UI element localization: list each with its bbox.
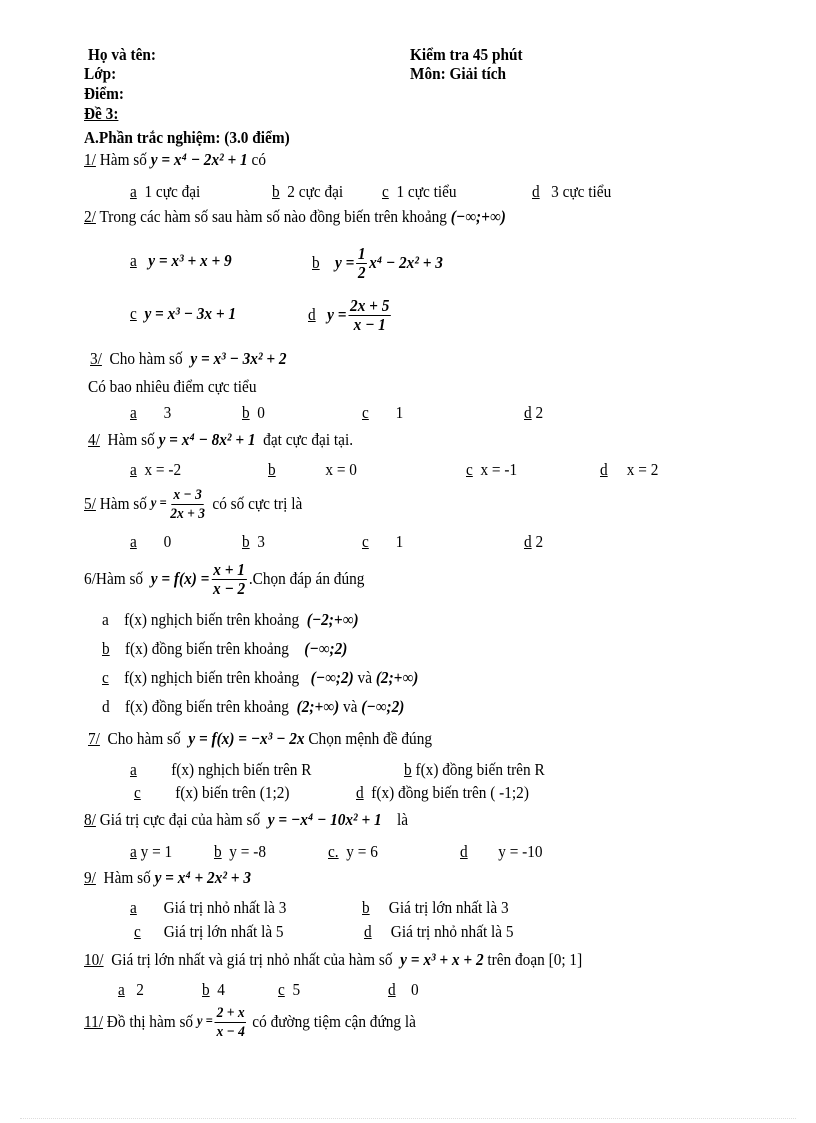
q7-option-c: c f(x) biến trên (1;2) [134,783,290,802]
question-1: 1/ Hàm số y = x⁴ − 2x² + 1 có [84,150,266,169]
q9-option-b: b Giá trị lớn nhất là 3 [362,898,509,917]
q8-option-a: a y = 1 [130,842,173,861]
q2-option-d: d y = $\frac{2x + 5}{x - 1}$ [308,295,390,334]
q6-option-c: c f(x) nghịch biến trên khoảng (−∞;2) và (2;+∞) [102,668,419,687]
q7-option-d: d f(x) đồng biến trên ( -1;2) [356,783,529,802]
question-6: 6/ Hàm số y = f(x) = $\frac{x + 1}{x - 2}$ .Chọn đáp án đúng [84,559,365,598]
section-a-title: A.Phần trắc nghiệm: (3.0 điểm) [84,128,290,147]
q5-option-c: c 1 [362,532,404,551]
q2-option-c: c y = x³ − 3x + 1 [130,304,237,323]
q8-option-c: c. y = 6 [328,842,378,861]
question-3-line2: Có bao nhiêu điểm cực tiểu [88,377,257,396]
question-9: 9/ Hàm số y = x⁴ + 2x² + 3 [84,868,251,887]
q9-option-d: d Giá trị nhỏ nhất là 5 [364,922,514,941]
q1-option-a: a 1 cực đại [130,182,201,201]
q1-option-b: b 2 cực đại [272,182,344,201]
subject-label: Môn: Giải tích [410,64,507,83]
q3-option-a: a 3 [130,403,172,422]
q5-option-d: d 2 [524,532,544,551]
q7-option-b: b f(x) đồng biến trên R [404,760,545,779]
q4-option-a: a x = -2 [130,460,182,479]
question-11: 11/ Đồ thị hàm số y = $\frac{2 + x}{x - 4}$ có đường tiệm cận đứng là [84,1004,416,1040]
q2-option-a: a y = x³ + x + 9 [130,251,232,270]
q10-option-a: a 2 [118,980,144,999]
q8-option-b: b y = -8 [214,842,266,861]
q1-option-d: d 3 cực tiểu [532,182,612,201]
q8-option-d: d y = -10 [460,842,543,861]
question-3: 3/ Cho hàm số y = x³ − 3x² + 2 [90,349,287,368]
question-5: 5/ Hàm số y = $\frac{x - 3}{2x + 3}$ có số cực trị là [84,486,303,522]
score-label: Điểm: [84,84,124,103]
question-7: 7/ Cho hàm số y = f(x) = −x³ − 2x Chọn mệnh đề đúng [88,729,433,748]
q6-option-d: d f(x) đồng biến trên khoảng (2;+∞) và (−∞;2) [102,697,405,716]
q4-option-c: c x = -1 [466,460,518,479]
q3-option-c: c 1 [362,403,404,422]
question-10: 10/ Giá trị lớn nhất và giá trị nhỏ nhất của hàm số y = x³ + x + 2 trên đoạn [0; 1] [84,950,583,969]
q3-option-d: d 2 [524,403,544,422]
q6-option-b: b f(x) đồng biến trên khoảng (−∞;2) [102,639,348,658]
exam-title: Kiểm tra 45 phút [410,45,523,64]
q10-option-b: b 4 [202,980,225,999]
q7-option-a: a f(x) nghịch biến trên R [130,760,312,779]
q2-option-b: b y = $\frac{1}{2}$ x⁴ − 2x² + 3 [312,243,443,282]
name-label: Họ và tên: [88,45,156,64]
q6-option-a: a f(x) nghịch biến trên khoảng (−2;+∞) [102,610,359,629]
q3-option-b: b 0 [242,403,265,422]
class-label: Lớp: [84,64,117,83]
question-2: 2/ Trong các hàm số sau hàm số nào đồng biến trên khoảng (−∞;+∞) [84,207,506,226]
q10-option-c: c 5 [278,980,301,999]
question-4: 4/ Hàm số y = x⁴ − 8x² + 1 đạt cực đại tại. [88,430,354,449]
q4-option-b: b x = 0 [268,460,357,479]
q4-option-d: d x = 2 [600,460,659,479]
q5-option-a: a 0 [130,532,172,551]
q10-option-d: d 0 [388,980,419,999]
exam-version: Đề 3: [84,104,119,123]
q9-option-c: c Giá trị lớn nhất là 5 [134,922,284,941]
question-8: 8/ Giá trị cực đại của hàm số y = −x⁴ − 10x² + 1 là [84,810,408,829]
q9-option-a: a Giá trị nhỏ nhất là 3 [130,898,287,917]
page-bottom-divider [20,1118,796,1119]
q5-option-b: b 3 [242,532,265,551]
q1-option-c: c 1 cực tiểu [382,182,457,201]
